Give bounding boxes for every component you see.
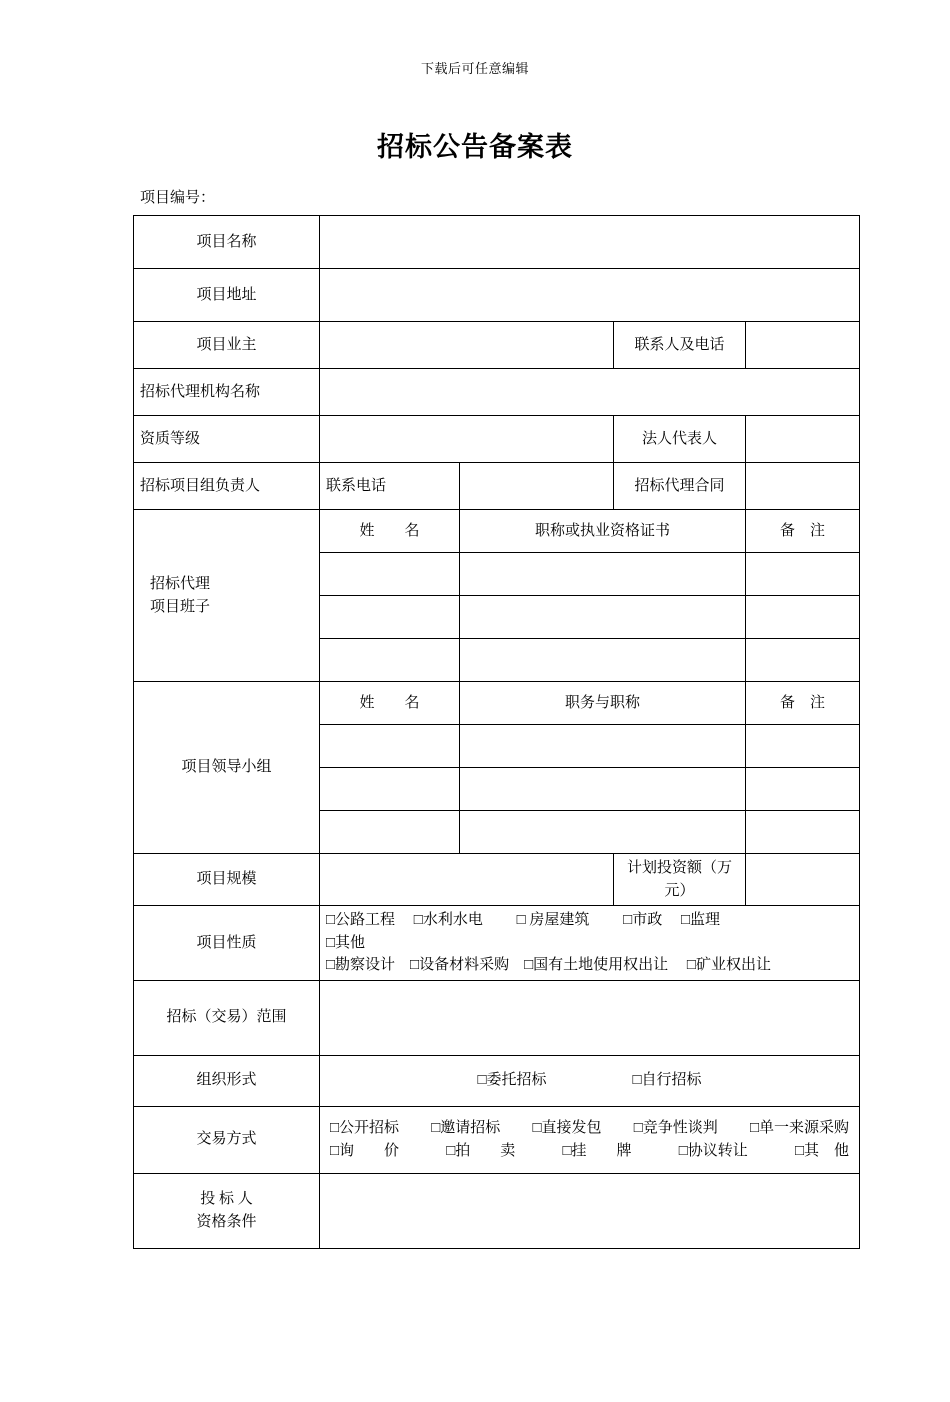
table-row	[134, 322, 860, 369]
qualification-value[interactable]	[320, 416, 614, 463]
planned-investment-value[interactable]	[746, 854, 860, 906]
contact-value[interactable]	[746, 322, 860, 369]
project-owner-label: 项目业主	[134, 322, 320, 369]
table-row	[134, 416, 860, 463]
project-scale-label: 项目规模	[134, 854, 320, 906]
bidder-qualification-label	[134, 1173, 320, 1248]
trade-option-inquiry[interactable]: □询 价	[330, 1142, 400, 1159]
trade-option-agreement-transfer[interactable]: □协议转让	[678, 1142, 748, 1159]
legal-rep-label: 法人代表人	[614, 416, 746, 463]
trade-method-line-2	[326, 1140, 853, 1163]
table-row	[134, 269, 860, 322]
table-row	[134, 216, 860, 269]
trade-option-invited[interactable]: □邀请招标	[431, 1120, 501, 1136]
agency-team-cell-title[interactable]	[460, 596, 746, 639]
organization-option-self[interactable]: □自行招标	[632, 1072, 702, 1089]
agency-contract-value[interactable]	[746, 463, 860, 510]
agency-team-cell-title[interactable]	[460, 553, 746, 596]
trade-option-negotiation[interactable]: □竞争性谈判	[633, 1120, 718, 1136]
team-leader-label: 招标项目组负责人	[134, 463, 320, 510]
leader-group-cell-remark[interactable]	[746, 768, 860, 811]
trade-method-line-1	[326, 1117, 853, 1140]
agency-contract-label: 招标代理合同	[614, 463, 746, 510]
contact-label: 联系人及电话	[614, 322, 746, 369]
project-scale-value[interactable]	[320, 854, 614, 906]
table-row	[134, 1055, 860, 1106]
agency-team-label	[134, 510, 320, 682]
leader-group-cell-title[interactable]	[460, 811, 746, 854]
agency-team-header-name: 姓 名	[320, 510, 460, 553]
agency-team-cell-remark[interactable]	[746, 553, 860, 596]
bidder-qualification-value[interactable]	[320, 1173, 860, 1248]
leader-group-header-remark: 备 注	[746, 682, 860, 725]
agency-team-cell-title[interactable]	[460, 639, 746, 682]
trade-option-other[interactable]: □其 他	[794, 1142, 849, 1159]
qualification-label: 资质等级	[134, 416, 320, 463]
project-nature-line-3[interactable]: □勘察设计 □设备材料采购 □国有土地使用权出让 □矿业权出让	[326, 957, 771, 973]
project-nature-line-1[interactable]: □公路工程 □水利水电 □ 房屋建筑 □市政 □监理	[326, 912, 721, 928]
trade-option-single-source[interactable]: □单一来源采购	[749, 1120, 849, 1136]
project-nature-line-2[interactable]: □其他	[326, 934, 366, 951]
project-nature-options[interactable]	[320, 906, 860, 981]
agency-team-cell-name[interactable]	[320, 596, 460, 639]
planned-investment-label: 计划投资额（万元）	[614, 854, 746, 906]
trade-method-options[interactable]	[320, 1106, 860, 1173]
project-number-label: 项目编号：	[140, 190, 216, 206]
agency-team-label-line2: 项目班子	[150, 598, 211, 615]
table-row	[134, 369, 860, 416]
record-form-table	[133, 215, 860, 1249]
trade-option-direct[interactable]: □直接发包	[532, 1120, 602, 1136]
agency-team-cell-name[interactable]	[320, 639, 460, 682]
trade-option-public[interactable]: □公开招标	[330, 1120, 400, 1136]
project-name-value[interactable]	[320, 216, 860, 269]
leader-group-cell-name[interactable]	[320, 811, 460, 854]
leader-group-cell-remark[interactable]	[746, 811, 860, 854]
organization-form-options[interactable]	[320, 1055, 860, 1106]
leader-group-cell-title[interactable]	[460, 725, 746, 768]
table-row	[134, 1106, 860, 1173]
bidder-qualification-label-line2: 资格条件	[196, 1213, 257, 1230]
phone-value[interactable]	[460, 463, 614, 510]
agency-team-header-remark: 备 注	[746, 510, 860, 553]
tender-scope-value[interactable]	[320, 980, 860, 1055]
table-row	[134, 510, 860, 553]
leader-group-label: 项目领导小组	[134, 682, 320, 854]
legal-rep-value[interactable]	[746, 416, 860, 463]
trade-option-listing[interactable]: □挂 牌	[562, 1142, 632, 1159]
project-name-label: 项目名称	[134, 216, 320, 269]
phone-label: 联系电话	[320, 463, 460, 510]
download-note: 下载后可任意编辑	[420, 61, 529, 76]
leader-group-header-title: 职务与职称	[460, 682, 746, 725]
leader-group-cell-title[interactable]	[460, 768, 746, 811]
project-address-label: 项目地址	[134, 269, 320, 322]
bidder-qualification-label-line1: 投 标 人	[200, 1191, 253, 1207]
table-row	[134, 980, 860, 1055]
trade-method-label: 交易方式	[134, 1106, 320, 1173]
leader-group-header-name: 姓 名	[320, 682, 460, 725]
project-nature-label: 项目性质	[134, 906, 320, 981]
page-title: 招标公告备案表	[377, 132, 573, 162]
table-row	[134, 854, 860, 906]
table-row	[134, 1173, 860, 1248]
agency-team-label-line1: 招标代理	[150, 576, 211, 592]
agency-name-value[interactable]	[320, 369, 860, 416]
agency-team-cell-remark[interactable]	[746, 639, 860, 682]
agency-name-label: 招标代理机构名称	[134, 369, 320, 416]
leader-group-cell-name[interactable]	[320, 725, 460, 768]
tender-scope-label: 招标（交易）范围	[134, 980, 320, 1055]
agency-team-cell-name[interactable]	[320, 553, 460, 596]
organization-form-label: 组织形式	[134, 1055, 320, 1106]
table-row	[134, 906, 860, 981]
organization-option-entrusted[interactable]: □委托招标	[477, 1072, 547, 1089]
table-row	[134, 463, 860, 510]
leader-group-cell-remark[interactable]	[746, 725, 860, 768]
document-page	[0, 58, 950, 1402]
project-owner-value[interactable]	[320, 322, 614, 369]
agency-team-header-title: 职称或执业资格证书	[460, 510, 746, 553]
project-address-value[interactable]	[320, 269, 860, 322]
trade-option-auction[interactable]: □拍 卖	[446, 1142, 516, 1159]
agency-team-cell-remark[interactable]	[746, 596, 860, 639]
leader-group-cell-name[interactable]	[320, 768, 460, 811]
table-row	[134, 682, 860, 725]
